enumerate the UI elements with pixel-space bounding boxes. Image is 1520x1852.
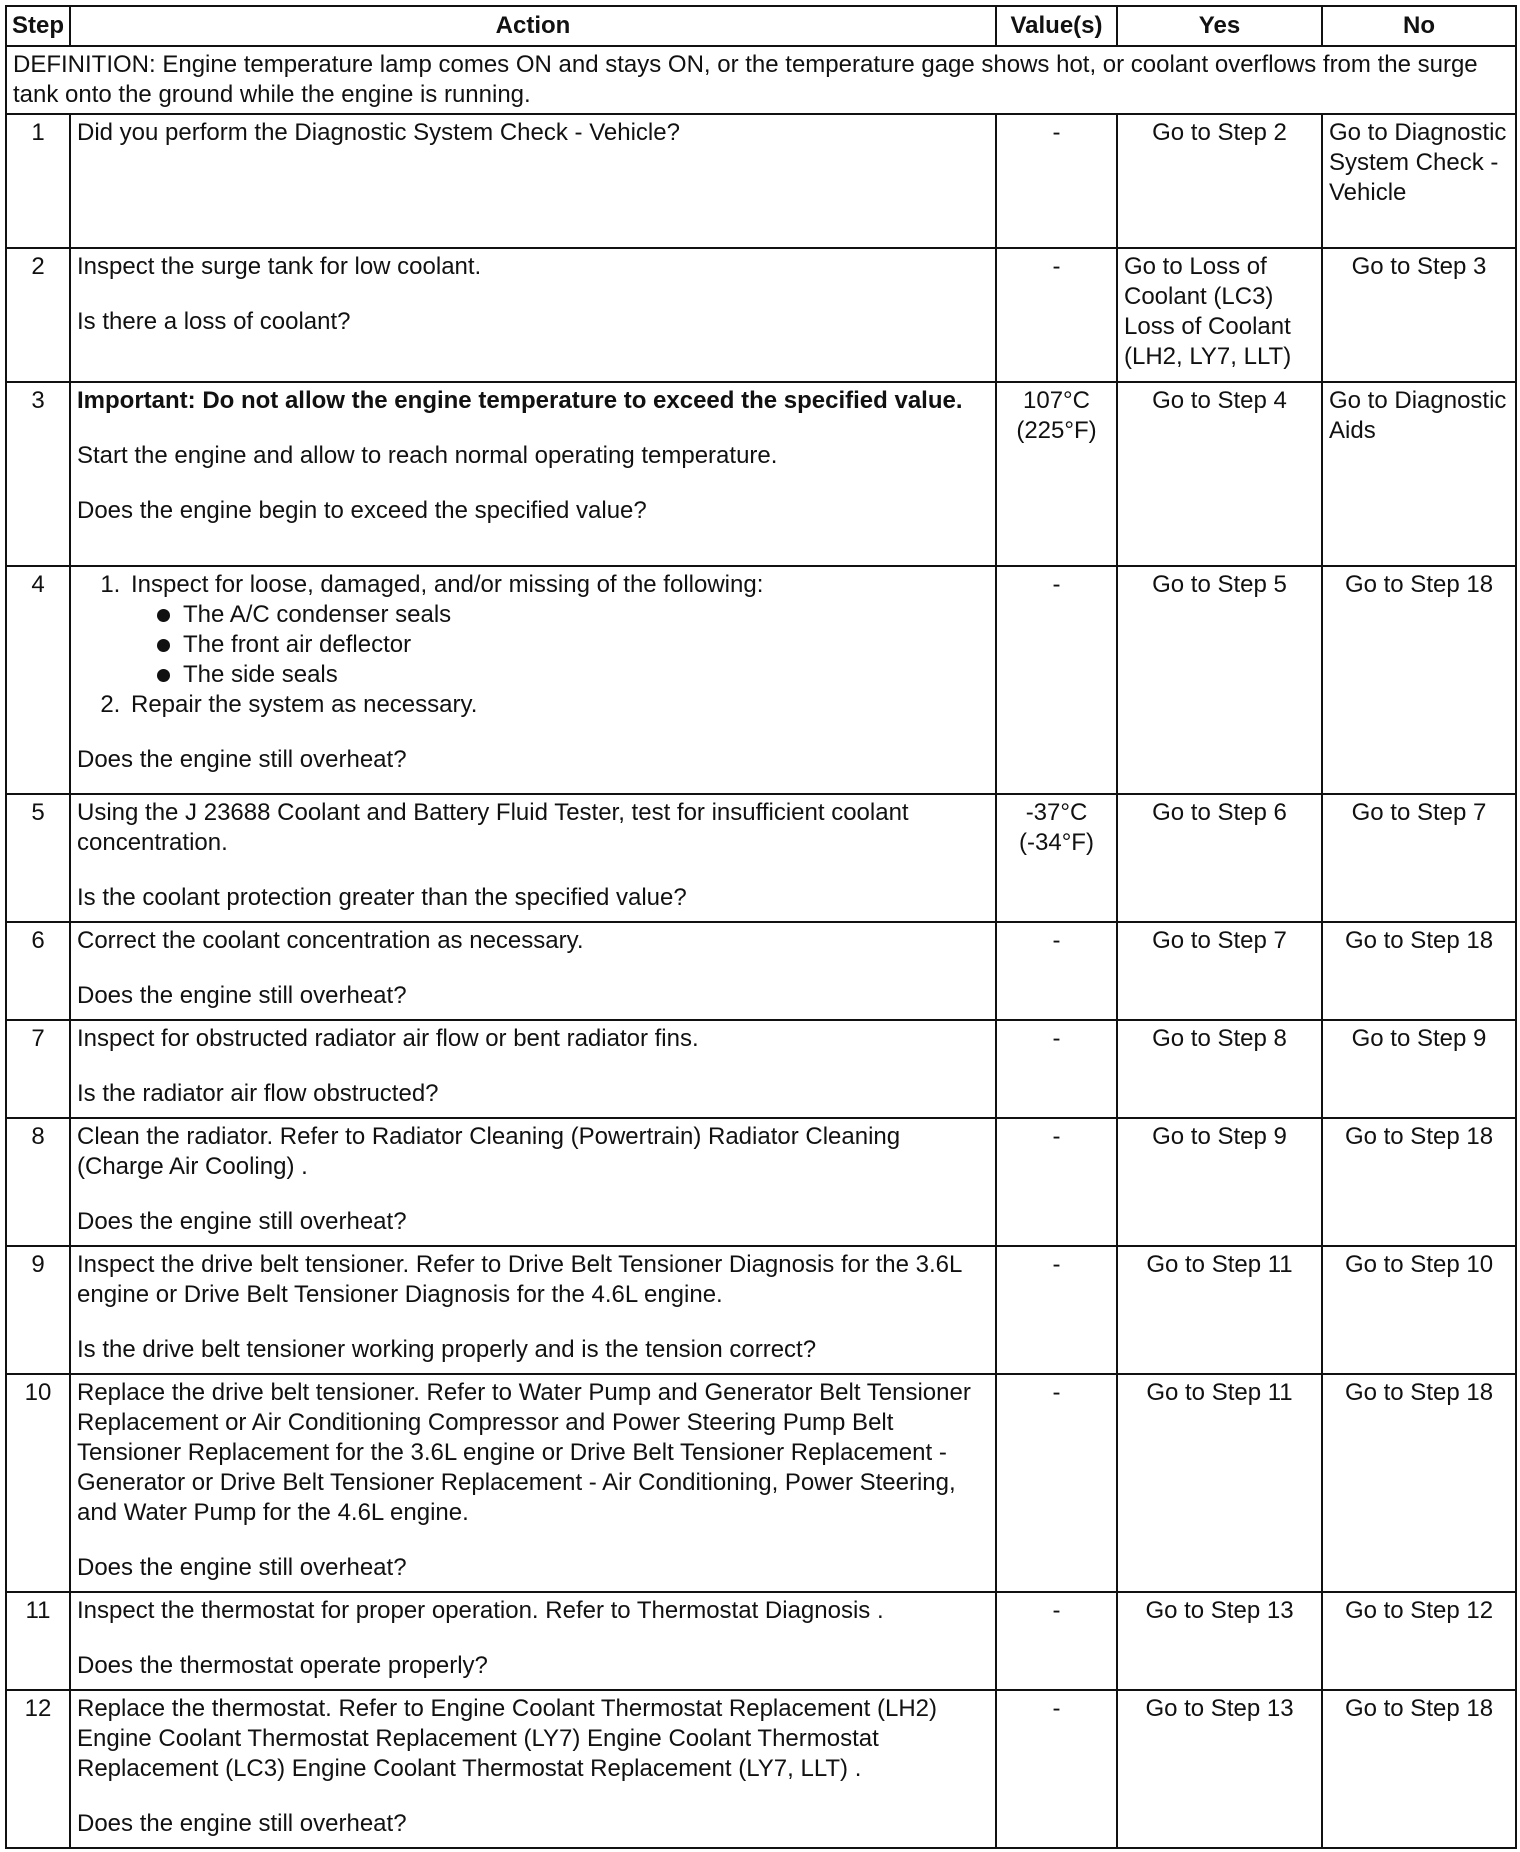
- bullet-item: [161, 660, 989, 690]
- definition-text: DEFINITION: Engine temperature lamp comes ON and stays ON, or the temperature gage shows hot, or coolant overflows from the surge tank onto the ground while the engine is running.: [6, 46, 1516, 114]
- step-number: 2: [6, 248, 70, 382]
- action-cell: [70, 382, 996, 566]
- no-link[interactable]: Go to Step 18: [1322, 1374, 1516, 1592]
- value-cell: -: [996, 1374, 1117, 1592]
- value-cell: -: [996, 566, 1117, 794]
- action-cell: [70, 794, 996, 922]
- no-link[interactable]: Go to Step 9: [1322, 1020, 1516, 1118]
- step-number: 11: [6, 1592, 70, 1690]
- action-text: Using the J 23688 Coolant and Battery Fluid Tester, test for insufficient coolant concentration.: [77, 799, 909, 856]
- action-cell: [70, 1020, 996, 1118]
- table-row: [6, 1118, 1516, 1246]
- important-note: Important: Do not allow the engine temperature to exceed the specified value.: [77, 387, 963, 414]
- action-cell: [70, 1118, 996, 1246]
- action-text: Replace the drive belt tensioner. Refer to Water Pump and Generator Belt Tensioner Replacement or Air Conditioning Compressor and Power Steering Pump Belt Tensioner Replacement for the 3.6L engine or Drive Belt Tensioner Replacement - Generator or Drive Belt Tensioner Replacement - Air Conditioning, Power Steering, and Water Pump for the 4.6L engine.: [77, 1379, 971, 1526]
- value-cell: -: [996, 114, 1117, 248]
- action-question: Is the coolant protection greater than the specified value?: [77, 884, 687, 911]
- value-cell: -37°C (-34°F): [996, 794, 1117, 922]
- action-text: Replace the thermostat. Refer to Engine Coolant Thermostat Replacement (LH2) Engine Coolant Thermostat Replacement (LY7) Engine Coolant Thermostat Replacement (LC3) Engine Coolant Thermostat Replacement (LY7, LLT) .: [77, 1695, 937, 1782]
- action-text: Start the engine and allow to reach normal operating temperature.: [77, 442, 778, 469]
- no-link[interactable]: Go to Step 12: [1322, 1592, 1516, 1690]
- yes-link[interactable]: Go to Step 13: [1117, 1690, 1322, 1848]
- action-cell: [70, 922, 996, 1020]
- diagnostic-table: [5, 5, 1517, 1849]
- step-number: 9: [6, 1246, 70, 1374]
- header-action: Action: [70, 6, 996, 46]
- bullet-icon: [157, 609, 170, 622]
- no-link[interactable]: Go to Step 18: [1322, 922, 1516, 1020]
- action-cell: [70, 1592, 996, 1690]
- step-number: 4: [6, 566, 70, 794]
- action-text: Inspect the thermostat for proper operation. Refer to Thermostat Diagnosis .: [77, 1597, 884, 1624]
- table-row: [6, 1592, 1516, 1690]
- step-number: 1: [6, 114, 70, 248]
- action-text: Inspect the surge tank for low coolant.: [77, 253, 482, 280]
- step-number: 12: [6, 1690, 70, 1848]
- list-item-text: Repair the system as necessary.: [131, 691, 478, 718]
- header-no: No: [1322, 6, 1516, 46]
- value-cell: -: [996, 922, 1117, 1020]
- table-row: [6, 566, 1516, 794]
- action-cell: [70, 1246, 996, 1374]
- table-row: [6, 1246, 1516, 1374]
- action-cell: [70, 114, 996, 248]
- value-cell: -: [996, 1118, 1117, 1246]
- bullet-text: The front air deflector: [183, 631, 412, 658]
- no-link[interactable]: Go to Step 10: [1322, 1246, 1516, 1374]
- action-question: Did you perform the Diagnostic System Check - Vehicle?: [77, 119, 680, 146]
- action-cell: [70, 1690, 996, 1848]
- list-item: [127, 690, 989, 720]
- header-row: [6, 6, 1516, 46]
- yes-link[interactable]: Go to Step 11: [1117, 1374, 1322, 1592]
- action-text: Correct the coolant concentration as necessary.: [77, 927, 584, 954]
- step-number: 8: [6, 1118, 70, 1246]
- action-steps-list: [77, 570, 989, 720]
- step-number: 3: [6, 382, 70, 566]
- list-item-text: Inspect for loose, damaged, and/or missing of the following:: [131, 571, 764, 598]
- yes-link[interactable]: Go to Step 8: [1117, 1020, 1322, 1118]
- value-cell: -: [996, 1690, 1117, 1848]
- header-yes: Yes: [1117, 6, 1322, 46]
- step-number: 6: [6, 922, 70, 1020]
- table-row: [6, 248, 1516, 382]
- action-question: Does the engine still overheat?: [77, 1208, 407, 1235]
- action-cell: [70, 1374, 996, 1592]
- no-link[interactable]: Go to Step 18: [1322, 1690, 1516, 1848]
- header-step: Step: [6, 6, 70, 46]
- list-item: [127, 570, 989, 690]
- table-row: [6, 1690, 1516, 1848]
- action-text: Inspect for obstructed radiator air flow or bent radiator fins.: [77, 1025, 699, 1052]
- action-question: Is the radiator air flow obstructed?: [77, 1080, 439, 1107]
- action-text: Inspect the drive belt tensioner. Refer to Drive Belt Tensioner Diagnosis for the 3.6L engine or Drive Belt Tensioner Diagnosis for the 4.6L engine.: [77, 1251, 962, 1308]
- value-cell: 107°C (225°F): [996, 382, 1117, 566]
- yes-link[interactable]: Go to Loss of Coolant (LC3) Loss of Coolant (LH2, LY7, LLT): [1117, 248, 1322, 382]
- step-number: 5: [6, 794, 70, 922]
- no-link[interactable]: Go to Diagnostic System Check - Vehicle: [1322, 114, 1516, 248]
- step-number: 10: [6, 1374, 70, 1592]
- table-row: [6, 382, 1516, 566]
- no-link[interactable]: Go to Step 3: [1322, 248, 1516, 382]
- action-question: Is there a loss of coolant?: [77, 308, 351, 335]
- table-row: [6, 1020, 1516, 1118]
- value-cell: -: [996, 1020, 1117, 1118]
- yes-link[interactable]: Go to Step 5: [1117, 566, 1322, 794]
- action-cell: [70, 566, 996, 794]
- no-link[interactable]: Go to Step 18: [1322, 1118, 1516, 1246]
- action-cell: [70, 248, 996, 382]
- step-number: 7: [6, 1020, 70, 1118]
- no-link[interactable]: Go to Step 7: [1322, 794, 1516, 922]
- bullet-icon: [157, 639, 170, 652]
- yes-link[interactable]: Go to Step 13: [1117, 1592, 1322, 1690]
- table-row: [6, 114, 1516, 248]
- action-question: Does the engine still overheat?: [77, 1810, 407, 1837]
- value-cell: -: [996, 1246, 1117, 1374]
- definition-row: [6, 46, 1516, 114]
- bullet-list: [131, 600, 989, 690]
- header-value: Value(s): [996, 6, 1117, 46]
- table-row: [6, 922, 1516, 1020]
- action-question: Does the engine still overheat?: [77, 982, 407, 1009]
- yes-link[interactable]: Go to Step 7: [1117, 922, 1322, 1020]
- action-question: Does the engine still overheat?: [77, 746, 407, 773]
- yes-link[interactable]: Go to Step 11: [1117, 1246, 1322, 1374]
- yes-link[interactable]: Go to Step 4: [1117, 382, 1322, 566]
- table-row: [6, 794, 1516, 922]
- action-question: Does the thermostat operate properly?: [77, 1652, 488, 1679]
- bullet-icon: [157, 669, 170, 682]
- no-link[interactable]: Go to Diagnostic Aids: [1322, 382, 1516, 566]
- value-cell: -: [996, 1592, 1117, 1690]
- no-link[interactable]: Go to Step 18: [1322, 566, 1516, 794]
- yes-link[interactable]: Go to Step 6: [1117, 794, 1322, 922]
- bullet-text: The A/C condenser seals: [183, 601, 452, 628]
- bullet-item: [161, 630, 989, 660]
- yes-link[interactable]: Go to Step 2: [1117, 114, 1322, 248]
- bullet-text: The side seals: [183, 661, 338, 688]
- action-question: Is the drive belt tensioner working properly and is the tension correct?: [77, 1336, 817, 1363]
- bullet-item: [161, 600, 989, 630]
- yes-link[interactable]: Go to Step 9: [1117, 1118, 1322, 1246]
- action-text: Clean the radiator. Refer to Radiator Cleaning (Powertrain) Radiator Cleaning (Charge Air Cooling) .: [77, 1123, 901, 1180]
- value-cell: -: [996, 248, 1117, 382]
- action-question: Does the engine begin to exceed the specified value?: [77, 497, 647, 524]
- table-row: [6, 1374, 1516, 1592]
- action-question: Does the engine still overheat?: [77, 1554, 407, 1581]
